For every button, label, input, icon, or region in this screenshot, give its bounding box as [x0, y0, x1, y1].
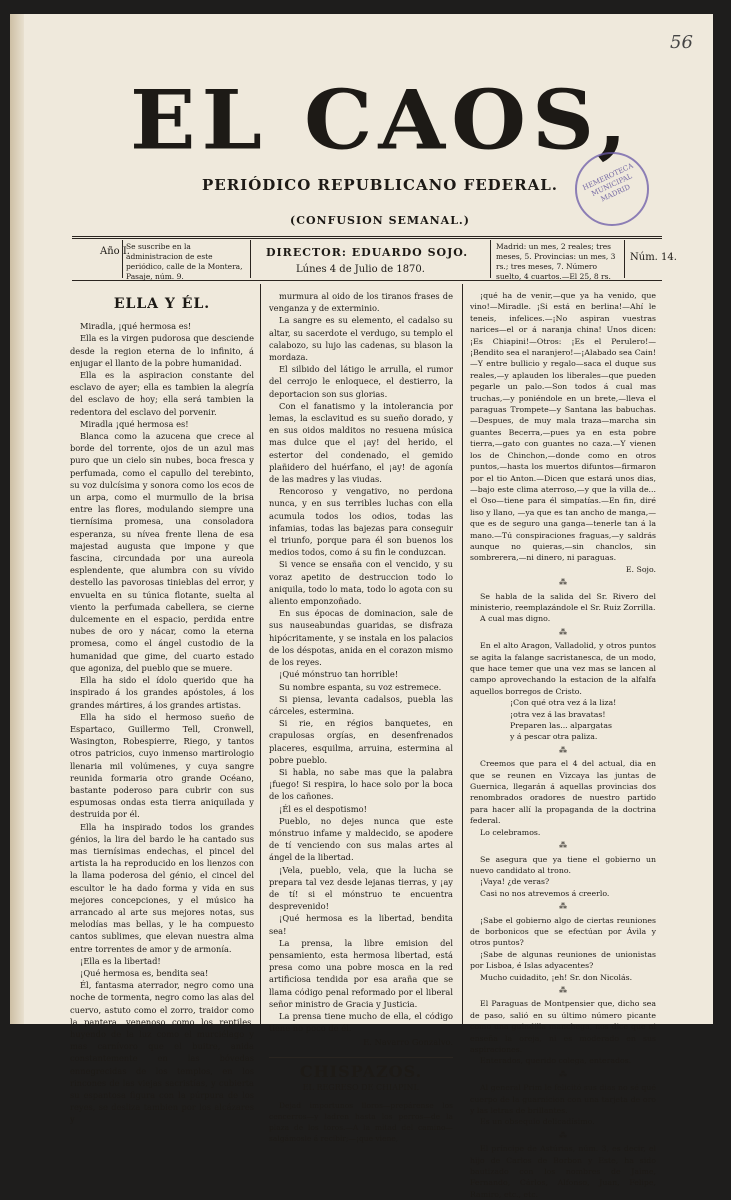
page-spine	[10, 14, 24, 1024]
column-1	[70, 290, 254, 1125]
signature-sojo: E. Sojo.	[625, 564, 656, 574]
paragraph: Ella es la virgen pudorosa que desciende desde la region eterna de lo infinito, á enjugar el llanto de la pobre humanidad.	[70, 333, 254, 368]
paragraph: Ella ha inspirado todos los grandes génios, la lira del bardo le ha cantado sus mas tiernísimas endechas, el pincel del artista la ha reproducido en los lienzos con la llama poderosa del génio, el cincel del escultor le ha dado forma y vida en sus mejores concepciones, y el músico ha arrancado al arte sus mejores notas, sus melodías mas bellas, y le ha compuesto cantos sublimes, que elevan nuestra alma entre torrentes de amor y de armonía.	[70, 821, 254, 954]
article-body-2	[269, 290, 453, 1034]
paragraph: ¡Sabe el gobierno algo de ciertas reuniones de borbonicos que se efectúan por Ávila y otros puntos?	[470, 915, 656, 948]
news-guernica	[470, 758, 656, 838]
stamp-text: HEMEROTECA MUNICIPAL MADRID	[581, 161, 635, 204]
paragraph: La sangre es su elemento, el cadalso su altar, su sacerdote el verdugo, su templo el calabozo, su lujo las cadenas, su blason la mordaza.	[269, 315, 453, 363]
news-rivero	[470, 591, 656, 625]
subheading-chiapini: EL REGRESO DE CHIAPINI.	[302, 1082, 420, 1092]
paragraph: ¡Él es el despotismo!	[279, 803, 367, 814]
paragraph: Si piensa, levanta cadalsos, puebla las cárceles, estermina.	[269, 693, 453, 716]
paragraph: Pueblo, no dejes nunca que este mónstruo infame y maldecido, se apodere de tí venciendo con sus malas artes al ángel de la libertad.	[269, 815, 453, 863]
column-rule-1	[260, 284, 261, 1024]
paragraph: Su nombre espanta, su voz estremece.	[279, 681, 442, 692]
paragraph: Al general Prim le felicitó sus dias no sé qué cuerpo de la guarnicion con una tarjeta de oro y las letras de brillantes.	[470, 1083, 656, 1116]
paragraph: El silbido del látigo le arrulla, el rumor del cerrojo le enloquece, el destierro, la deportacion son sus glorias.	[269, 364, 453, 399]
paragraph: Ella es la aspiracion constante del esclavo de ayer; ella es tambien la alegría del esclavo de hoy; ella será tambien la redentora del esclavo del porvenir.	[70, 370, 254, 417]
paragraph: ¡Qué mónstruo tan horrible!	[279, 669, 399, 680]
rule-v2	[250, 240, 251, 278]
paragraph: Mucho cuidadito, ¡eh! Sr. don Nicolás.	[480, 972, 633, 982]
paragraph: Ella ha sido el hermoso sueño de Espartaco, Guillermo Tell, Cronwell, Wasington, Robespierre, Riego, y tantos otros patricios, cuyo inmenso martirologio llenaria mil volúmenes, y cuya sangre reunida formaria otro grande Océano, bastante poderoso para cubrir con sus espumosas ondas esta tierra aniquilada y destruida por él.	[70, 711, 254, 820]
news-prim	[470, 1082, 656, 1128]
news-reuniones	[470, 915, 656, 983]
article-heading-ella-y-el: ELLA Y ÉL.	[113, 296, 211, 312]
paragraph: Rencoroso y vengativo, no perdona nunca, y en sus terribles luchas con ella acumula todos los odios, todas las infamias, todas las bajezas para conseguir el triunfo, porque para él son buenos los medios todos, como á su fin le conduzcan.	[269, 486, 453, 558]
separator-star: ⁂	[559, 1069, 567, 1079]
page-number: 56	[670, 32, 693, 53]
paragraph: ¡Con qué otra vez á la liza!	[510, 698, 617, 708]
paragraph: En el alto Aragon, Valladolid, y otros puntos se agita la falange sacristanesca, de un modo, que hace temer que una vez mas se lancen al campo aprovechando la estacion de la alfalfa aquellos borregos de Cristo.	[470, 641, 656, 696]
section-rule	[269, 1057, 453, 1058]
paragraph: ¡otra vez á las bravatas!	[510, 709, 606, 719]
paragraph: Blanca como la azucena que crece al borde del torrente, ojos de un azul mas puro que un cielo sin nubes, boca fresca y perfumada, como el capullo del terebinto, su voz dulcísima y sonora como los ecos de un arpa, como el murmullo de la brisa entre las flores, modulando siempre una tiernísima promesa, una consoladora esperanza, su nívea frente llena de esa majestad augusta que impone y que fascina, circundada por una aureola esplendente, que alumbra con su vívido destello las pavorosas tinieblas del error, y envuelta en su túnica flotante, suelta al viento la perfumada cabellera, se cierne dulcemente en el espacio, perdida entre nubes de oro y nácar, como la eterna promesa, como el ángel custodio de la humanidad que gime, del cuarto estado que agoniza, del pueblo que se muere.	[70, 431, 254, 673]
column-2	[269, 290, 453, 1143]
rule-v3	[490, 240, 491, 278]
article-body-1	[70, 320, 254, 1125]
paragraph: Se asegura que ya tiene el gobierno un nuevo candidato al trono.	[470, 854, 656, 875]
paragraph: Si vence se ensaña con el vencido, y su voraz apetito de destruccion todo lo aniquila, todo lo mata, todo lo agota con su aliento emponzoñado.	[269, 559, 453, 607]
issue-number: Núm. 14.	[630, 252, 677, 263]
chiapini-continuation	[470, 290, 656, 564]
paragraph: El Paraguas de Montpensier que, dicho sea de paso, salió en su último número picante como una guindilla manchega, nos dice que ni enseña la oreja, ni es moderado en sus aspiraciones.	[470, 999, 656, 1054]
separator-star: ⁂	[559, 578, 567, 588]
issue-date: Lúnes 4 de Julio de 1870.	[296, 264, 425, 275]
rule-v4	[624, 240, 625, 278]
signature-navarro: E. Navarro Gonzalvo.	[363, 1037, 453, 1048]
chiapini-text: Dejad importunos lloros—prepárense los cencerros—y ladren hasta los perros—de la plaza de los toros.—A la mitad del camino—salgámosle á recibir;—¡que viene,	[269, 1101, 453, 1143]
separator-star: ⁂	[559, 1130, 567, 1140]
paragraph: Creemos que para el 4 del actual, dia en que se reunen en Vizcaya las juntas de Guernica, llegarán á aquellas provincias dos renombrados oradores de nuestro partido para hacer allí la propaganda de la doctrina federal.	[470, 759, 656, 826]
paragraph: murmura al oido de los tiranos frases de venganza y de exterminio.	[269, 291, 453, 314]
section-heading-chispazos: CHISPAZOS.	[299, 1061, 423, 1081]
column-rule-2	[462, 284, 463, 1024]
paragraph: El príncipe de Astúrias, núm. 3, es decir, el hijo de Carlos de Borbon y Este, ha sido bautizado con los nombres de Jaime, Fernando, Cárlos, Alfonso, Juan, Felipe, Ramiro, etc., etc.	[470, 1144, 656, 1199]
paragraph: Miradla, ¡qué hermosa es!	[80, 321, 192, 332]
director-label: DIRECTOR: EDUARDO SOJO.	[266, 246, 469, 259]
paragraph: ¡Vela, pueblo, vela, que la lucha se prepara tal vez desde lejanas tierras, y ¡ay de tí! si el mónstruo te encuentra desprevenido!	[269, 864, 453, 912]
paragraph: Ella ha sido el ídolo querido que ha inspirado á los grandes apóstoles, á los grandes mártires, á los grandes artistas.	[70, 675, 254, 710]
paragraph: Miradla ¡qué hermosa es!	[80, 418, 189, 429]
newspaper-subtitle: PERIÓDICO REPUBLICANO FEDERAL.	[202, 176, 558, 194]
separator-star: ⁂	[559, 841, 567, 851]
paragraph: ¡Ella es la libertad!	[80, 955, 161, 966]
paragraph: Preparen las... alpargatas	[510, 721, 613, 731]
paragraph: ¡Qué hermosa es, bendita sea!	[80, 967, 209, 978]
paragraph: La prensa, la libre emision del pensamiento, esta hermosa libertad, está presa como una pobre mosca en la red artificiosa tendida por esa araña que se llama código penal reformado por el liberal señor ministro de Gracia y Justicia.	[269, 937, 453, 1009]
paragraph: ¡Qué hermosa es la libertad, bendita sea!	[269, 913, 453, 936]
paragraph: y á pescar otra paliza.	[510, 732, 598, 742]
separator-star: ⁂	[559, 745, 567, 755]
paragraph: Casi no nos atrevemos á creerlo.	[480, 888, 610, 898]
newspaper-title: EL CAOS,	[130, 72, 634, 169]
rule-top-2	[72, 238, 662, 239]
paragraph: ¡Vaya! ¿de veras?	[480, 877, 550, 887]
news-aragon	[470, 640, 656, 697]
paragraph: Con el fanatismo y la intolerancia por lemas, la esclavitud es su sueño dorado, y en sus oidos malditos no resuena música mas dulce que el ¡ay! del herido, el estertor del condenado, el gemido plañidero del huérfano, el ¡ay! de agonía de las madres y las viudas.	[269, 400, 453, 485]
library-stamp	[575, 152, 649, 226]
paragraph: ¡qué ha de venir,—que ya ha venido, que vino!—Miradle. ¡Si está en berlina!—Ahí le teneis, infelices.—¡No aspiran vuestras narices—el or á naranja china! Unos dicen: ¡Es Chiapini!—Otros: ¡Es el Perulero!—¡Bendito sea el naranjero!—¡Alabado sea Cain!—Y entre bullicio y regalo—saca el duque sus reales,—y aplauden los liberales—que pueden pegarle un palo.—Son todos á cual mas truchas,—y poniéndole en un brete,—lleva el paraguas Trompete—y Santana las babuchas.—Despues, de muy mala traza—marcha sin guantes Becerra,—pues ya en esta pobre tierra,—gato con guantes no caza.—Y vienen los de Chinchon,—donde como en otros puntos,—hasta los muertos difuntos—firmaron por el tio Anton.—Dicen que estará unos dias,—bajo este clima aterroso,—y que la villa de... el Oso—tiene para él simpatías.—En fin, diré liso y llano, —ya que es tan ancho de manga,—que es de seguro una ganga—tenerle tan á la mano.—Tú conspiraciones fraguas,—y saldrás aunque no quieras,—sin chanclos, sin sombrerera,—ni dinero, ni paraguas.	[470, 291, 656, 563]
verse-block	[470, 697, 656, 743]
paragraph: Él, fantasma aterrador, negro como una noche de tormenta, negro como las alas del cuervo, astuto como el zorro, traidor como la pantera, venenoso como los reptiles, huyendo de la luz como el murciélago y mas carnívoro que el buitre, anida constantemente en las bóvedas ennegrecidas de los templos, en los rincones de las viejas sacristías, y cubierta su espantosa figura con la púrpura de los reyes, se desliza tambien por los alcázares y	[70, 980, 254, 1125]
news-asturias	[470, 1143, 656, 1200]
news-candidato	[470, 854, 656, 900]
separator-star: ⁂	[559, 902, 567, 912]
column-3	[470, 290, 656, 1199]
year-label: Año I.	[100, 246, 130, 257]
rule-top	[72, 236, 662, 237]
paragraph: Enterados, querido colega, enterados.	[480, 1056, 632, 1066]
paragraph: ¡Sabe de algunas reuniones de unionistas por Lisboa, é Islas adyacentes?	[470, 949, 656, 971]
paragraph: Lo celebramos.	[480, 827, 541, 837]
separator-star: ⁂	[559, 985, 567, 995]
paragraph: A cual mas digno.	[480, 614, 551, 624]
newspaper-tagline: (CONFUSION SEMANAL.)	[290, 214, 470, 227]
paragraph: En sus épocas de dominacion, sale de sus nauseabundas guaridas, se disfraza hipócritamente, y se instala en los palacios de los déspotas, anida en el corazon mismo de los reyes.	[269, 608, 453, 668]
paragraph: Es un obsequio delicadísimo.	[480, 1117, 595, 1127]
subscription-info: Se suscribe en la administracion de este periódico, calle de la Montera, Pasaje, núm. 9.	[126, 242, 243, 281]
newspaper-page	[10, 14, 713, 1199]
prices-info: Madrid: un mes, 2 reales; tres meses, 5. Provincias: un mes, 3 rs.; tres meses, 7. Número suelto, 4 cuartos.—El 25, 8 rs.	[496, 242, 616, 281]
separator-star: ⁂	[559, 627, 567, 637]
paragraph: La prensa tiene mucho de ella, el código tiene no poco de él.	[269, 1010, 453, 1034]
paragraph: Si habla, no sabe mas que la palabra ¡fuego! Si respira, lo hace solo por la boca de los cañones.	[269, 766, 453, 802]
news-paraguas	[470, 998, 656, 1066]
paragraph: Se habla de la salida del Sr. Rivero del ministerio, reemplazándole el Sr. Ruiz Zorrilla.	[470, 591, 656, 612]
paragraph: Si rie, en régios banquetes, en crapulosas orgías, en desenfrenados placeres, esquilma, arruina, estermina al pobre pueblo.	[269, 718, 453, 765]
